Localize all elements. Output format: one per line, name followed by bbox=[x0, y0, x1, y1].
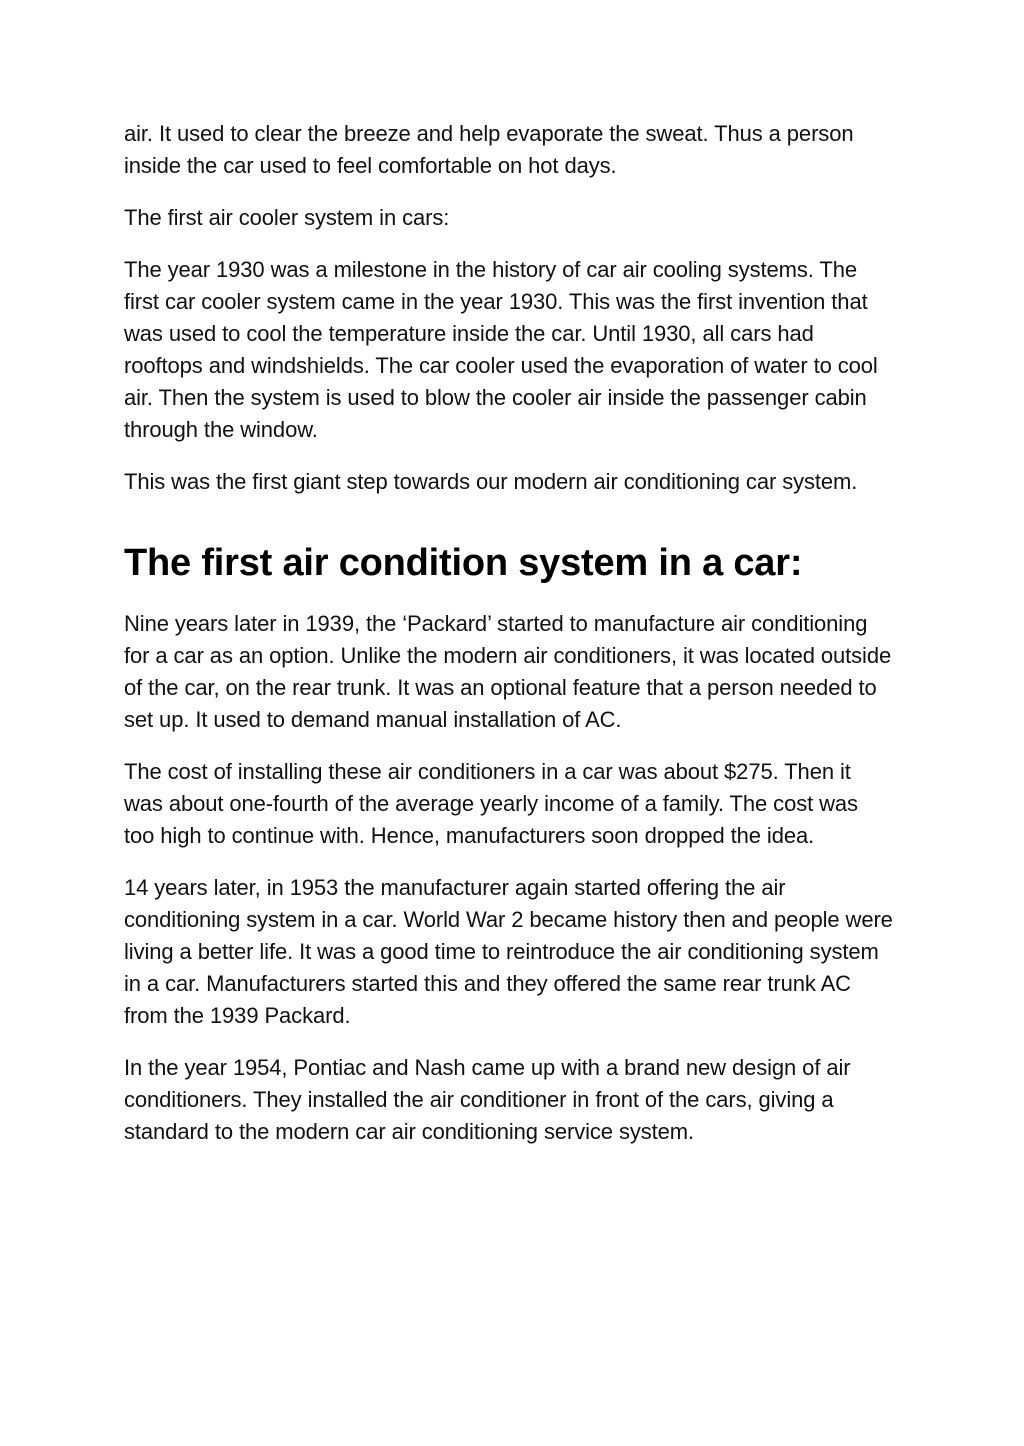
document-page bbox=[124, 118, 894, 1168]
paragraph-cooler-subtitle: The first air cooler system in cars: bbox=[124, 205, 450, 230]
section-heading: The first air condition system in a car: bbox=[124, 542, 803, 584]
paragraph-1953-reintroduction: 14 years later, in 1953 the manufacturer again started offering the air conditioning system in a car. World War 2 became history then and people were living a better life. It was a good time to reintroduce the air conditioning system in a car. Manufacturers started this and they offered the same rear trunk AC from the 1939 Packard. bbox=[124, 875, 893, 1028]
paragraph-first-giant-step: This was the first giant step towards our modern air conditioning car system. bbox=[124, 469, 858, 494]
paragraph-intro-continuation: air. It used to clear the breeze and help evaporate the sweat. Thus a person inside the car used to feel comfortable on hot days. bbox=[124, 121, 854, 178]
paragraph-1954-pontiac-nash: In the year 1954, Pontiac and Nash came up with a brand new design of air conditioners. They installed the air conditioner in front of the cars, giving a standard to the modern car air conditioning service system. bbox=[124, 1055, 851, 1144]
paragraph-1930-milestone: The year 1930 was a milestone in the history of car air cooling systems. The first car cooler system came in the year 1930. This was the first invention that was used to cool the temperature inside the car. Until 1930, all cars had rooftops and windshields. The car cooler used the evaporation of water to cool air. Then the system is used to blow the cooler air inside the passenger cabin through the window. bbox=[124, 257, 878, 442]
paragraph-packard-1939: Nine years later in 1939, the ‘Packard’ started to manufacture air conditioning for a car as an option. Unlike the modern air conditioners, it was located outside of the car, on the rear trunk. It was an optional feature that a person needed to set up. It used to demand manual installation of AC. bbox=[124, 611, 892, 732]
paragraph-installation-cost: The cost of installing these air conditioners in a car was about $275. Then it was about one-fourth of the average yearly income of a family. The cost was too high to continue with. Hence, manufacturers soon dropped the idea. bbox=[124, 759, 858, 848]
